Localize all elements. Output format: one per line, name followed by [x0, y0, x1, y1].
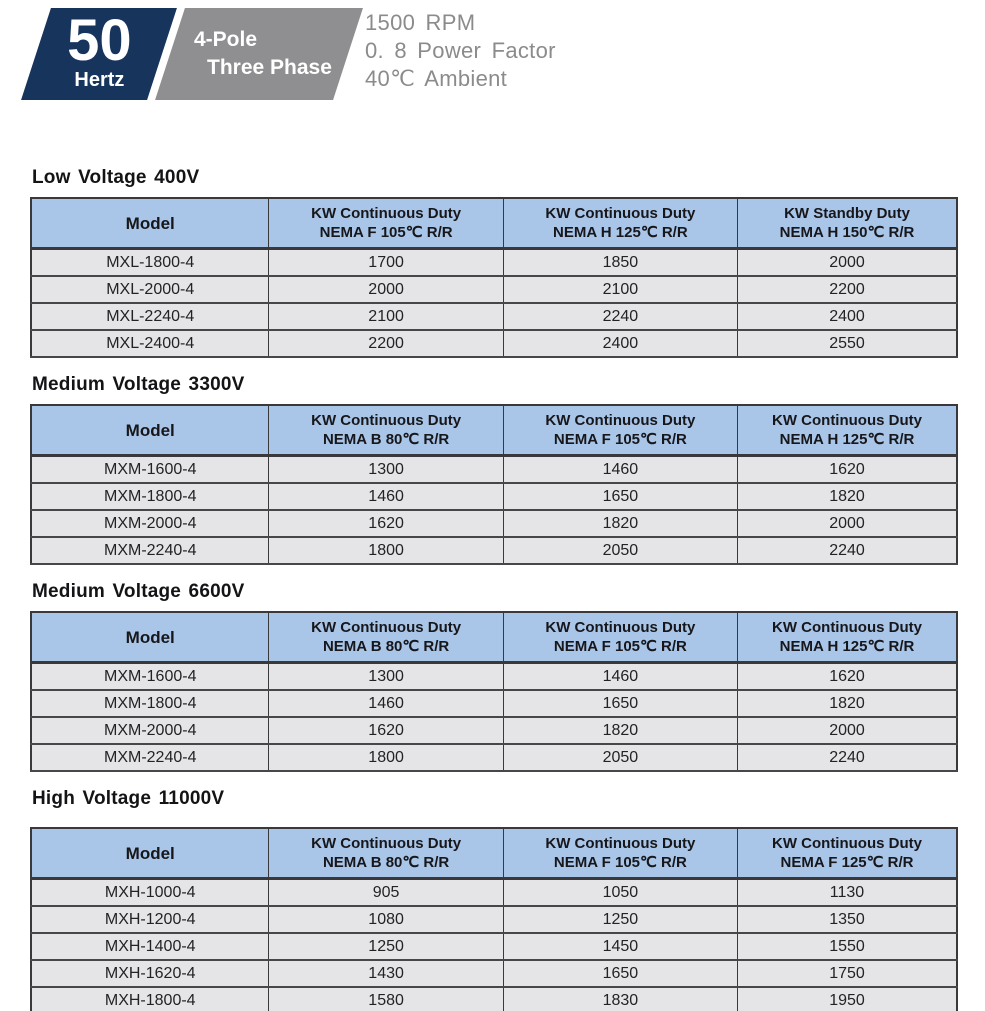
section-title: Low Voltage 400V	[32, 167, 200, 188]
kw-value-cell: 1250	[269, 933, 503, 960]
spec-ambient: 40℃ Ambient	[365, 66, 508, 91]
table-row	[31, 744, 957, 771]
kw-value-cell: 2200	[269, 330, 503, 357]
table-head	[31, 828, 957, 879]
model-cell: MXL-2000-4	[31, 276, 269, 303]
column-header	[503, 198, 737, 249]
model-cell: MXM-1600-4	[31, 663, 269, 691]
column-header-line2: NEMA H 125℃ R/R	[779, 431, 915, 448]
header-row	[31, 198, 957, 249]
column-header	[738, 198, 958, 249]
kw-value-cell: 2100	[269, 303, 503, 330]
model-cell: MXM-1800-4	[31, 483, 269, 510]
kw-value-cell: 1460	[269, 483, 503, 510]
table-row	[31, 330, 957, 357]
model-column-header: Model	[31, 198, 269, 249]
section-title: Medium Voltage 6600V	[32, 581, 245, 602]
kw-value-cell: 2050	[503, 537, 737, 564]
model-cell: MXM-2240-4	[31, 537, 269, 564]
model-column-header: Model	[31, 828, 269, 879]
column-header	[503, 405, 737, 456]
kw-value-cell: 1650	[503, 690, 737, 717]
column-header-line1: KW Continuous Duty	[311, 619, 462, 636]
kw-value-cell: 1800	[269, 744, 503, 771]
column-header	[269, 828, 503, 879]
kw-value-cell: 1650	[503, 960, 737, 987]
table-row	[31, 879, 957, 907]
phase-label: Three Phase	[207, 56, 332, 79]
kw-value-cell: 1460	[503, 456, 737, 484]
tables-container	[30, 166, 958, 1011]
table-row	[31, 960, 957, 987]
column-header-line1: KW Standby Duty	[784, 205, 910, 222]
spec-table	[30, 611, 958, 772]
model-column-header: Model	[31, 405, 269, 456]
column-header-line1: KW Continuous Duty	[311, 412, 462, 429]
column-header-line1: KW Continuous Duty	[545, 412, 696, 429]
kw-value-cell: 1820	[738, 690, 958, 717]
model-cell: MXM-2000-4	[31, 717, 269, 744]
kw-value-cell: 1350	[738, 906, 958, 933]
header-row	[31, 612, 957, 663]
kw-value-cell: 2050	[503, 744, 737, 771]
spec-power-factor: 0. 8 Power Factor	[365, 38, 556, 63]
column-header	[738, 405, 958, 456]
spec-table	[30, 404, 958, 565]
table-row	[31, 483, 957, 510]
kw-value-cell: 1050	[503, 879, 737, 907]
column-header-line2: NEMA B 80℃ R/R	[322, 431, 450, 448]
model-cell: MXM-1600-4	[31, 456, 269, 484]
kw-value-cell: 1700	[269, 249, 503, 277]
column-header	[503, 612, 737, 663]
kw-value-cell: 1820	[503, 717, 737, 744]
kw-value-cell: 1460	[503, 663, 737, 691]
model-cell: MXH-1620-4	[31, 960, 269, 987]
column-header-line2: NEMA H 125℃ R/R	[553, 224, 688, 241]
pole-phase-badge	[155, 8, 363, 100]
voltage-section	[30, 580, 958, 772]
table-body	[31, 879, 957, 1011]
column-header-line2: NEMA H 125℃ R/R	[779, 638, 915, 655]
kw-value-cell: 1750	[738, 960, 958, 987]
column-header-line2: NEMA F 105℃ R/R	[553, 638, 687, 655]
kw-value-cell: 2400	[738, 303, 958, 330]
hertz-label: Hertz	[73, 69, 124, 92]
kw-value-cell: 2000	[738, 510, 958, 537]
pole-label: 4-Pole	[194, 28, 258, 51]
kw-value-cell: 1430	[269, 960, 503, 987]
column-header-line2: NEMA F 105℃ R/R	[319, 224, 453, 241]
table-head	[31, 405, 957, 456]
model-cell: MXM-1800-4	[31, 690, 269, 717]
table-row	[31, 717, 957, 744]
kw-value-cell: 1450	[503, 933, 737, 960]
column-header-line1: KW Continuous Duty	[545, 205, 696, 222]
kw-value-cell: 1850	[503, 249, 737, 277]
column-header	[503, 828, 737, 879]
frequency-banner	[20, 8, 348, 100]
kw-value-cell: 905	[269, 879, 503, 907]
column-header-line2: NEMA F 125℃ R/R	[780, 854, 914, 871]
kw-value-cell: 1550	[738, 933, 958, 960]
column-header	[738, 612, 958, 663]
kw-value-cell: 1800	[269, 537, 503, 564]
table-row	[31, 456, 957, 484]
hertz-badge	[21, 8, 177, 100]
column-header-line2: NEMA F 105℃ R/R	[553, 431, 687, 448]
table-row	[31, 933, 957, 960]
kw-value-cell: 1300	[269, 456, 503, 484]
table-body	[31, 456, 957, 565]
operating-specs	[365, 9, 556, 93]
model-cell: MXH-1400-4	[31, 933, 269, 960]
spec-rpm: 1500 RPM	[365, 10, 476, 35]
kw-value-cell: 1820	[503, 510, 737, 537]
kw-value-cell: 1460	[269, 690, 503, 717]
voltage-section	[30, 373, 958, 565]
kw-value-cell: 2240	[503, 303, 737, 330]
column-header-line1: KW Continuous Duty	[311, 835, 462, 852]
column-header	[738, 828, 958, 879]
spec-table	[30, 197, 958, 358]
model-cell: MXH-1200-4	[31, 906, 269, 933]
column-header	[269, 405, 503, 456]
kw-value-cell: 2000	[738, 717, 958, 744]
table-row	[31, 537, 957, 564]
kw-value-cell: 2240	[738, 744, 958, 771]
table-row	[31, 987, 957, 1011]
column-header	[269, 198, 503, 249]
kw-value-cell: 1250	[503, 906, 737, 933]
model-cell: MXM-2240-4	[31, 744, 269, 771]
kw-value-cell: 2550	[738, 330, 958, 357]
table-row	[31, 303, 957, 330]
table-row	[31, 276, 957, 303]
column-header-line2: NEMA B 80℃ R/R	[322, 854, 450, 871]
kw-value-cell: 1620	[738, 663, 958, 691]
table-row	[31, 510, 957, 537]
kw-value-cell: 2000	[738, 249, 958, 277]
column-header-line2: NEMA B 80℃ R/R	[322, 638, 450, 655]
table-row	[31, 690, 957, 717]
hertz-value: 50	[66, 8, 132, 74]
kw-value-cell: 2400	[503, 330, 737, 357]
section-title: High Voltage 11000V	[32, 788, 225, 809]
table-row	[31, 249, 957, 277]
kw-value-cell: 1820	[738, 483, 958, 510]
voltage-section	[30, 787, 958, 1011]
table-body	[31, 249, 957, 358]
table-head	[31, 198, 957, 249]
column-header-line1: KW Continuous Duty	[772, 619, 922, 636]
model-column-header: Model	[31, 612, 269, 663]
column-header-line2: NEMA F 105℃ R/R	[553, 854, 687, 871]
kw-value-cell: 2000	[269, 276, 503, 303]
model-cell: MXM-2000-4	[31, 510, 269, 537]
model-cell: MXL-2240-4	[31, 303, 269, 330]
column-header	[269, 612, 503, 663]
header-row	[31, 405, 957, 456]
kw-value-cell: 1950	[738, 987, 958, 1011]
kw-value-cell: 2200	[738, 276, 958, 303]
column-header-line1: KW Continuous Duty	[311, 205, 462, 222]
section-title: Medium Voltage 3300V	[32, 374, 245, 395]
voltage-section	[30, 166, 958, 358]
header-row	[31, 828, 957, 879]
column-header-line1: KW Continuous Duty	[772, 412, 922, 429]
kw-value-cell: 1620	[269, 510, 503, 537]
kw-value-cell: 1620	[269, 717, 503, 744]
model-cell: MXL-1800-4	[31, 249, 269, 277]
column-header-line2: NEMA H 150℃ R/R	[779, 224, 915, 241]
model-cell: MXL-2400-4	[31, 330, 269, 357]
model-cell: MXH-1800-4	[31, 987, 269, 1011]
kw-value-cell: 1300	[269, 663, 503, 691]
column-header-line1: KW Continuous Duty	[545, 835, 696, 852]
model-cell: MXH-1000-4	[31, 879, 269, 907]
table-body	[31, 663, 957, 772]
kw-value-cell: 1620	[738, 456, 958, 484]
column-header-line1: KW Continuous Duty	[545, 619, 696, 636]
spec-table	[30, 827, 958, 1011]
kw-value-cell: 1080	[269, 906, 503, 933]
kw-value-cell: 1650	[503, 483, 737, 510]
table-row	[31, 663, 957, 691]
kw-value-cell: 1580	[269, 987, 503, 1011]
table-head	[31, 612, 957, 663]
kw-value-cell: 2240	[738, 537, 958, 564]
kw-value-cell: 1130	[738, 879, 958, 907]
kw-value-cell: 1830	[503, 987, 737, 1011]
table-row	[31, 906, 957, 933]
kw-value-cell: 2100	[503, 276, 737, 303]
column-header-line1: KW Continuous Duty	[772, 835, 922, 852]
